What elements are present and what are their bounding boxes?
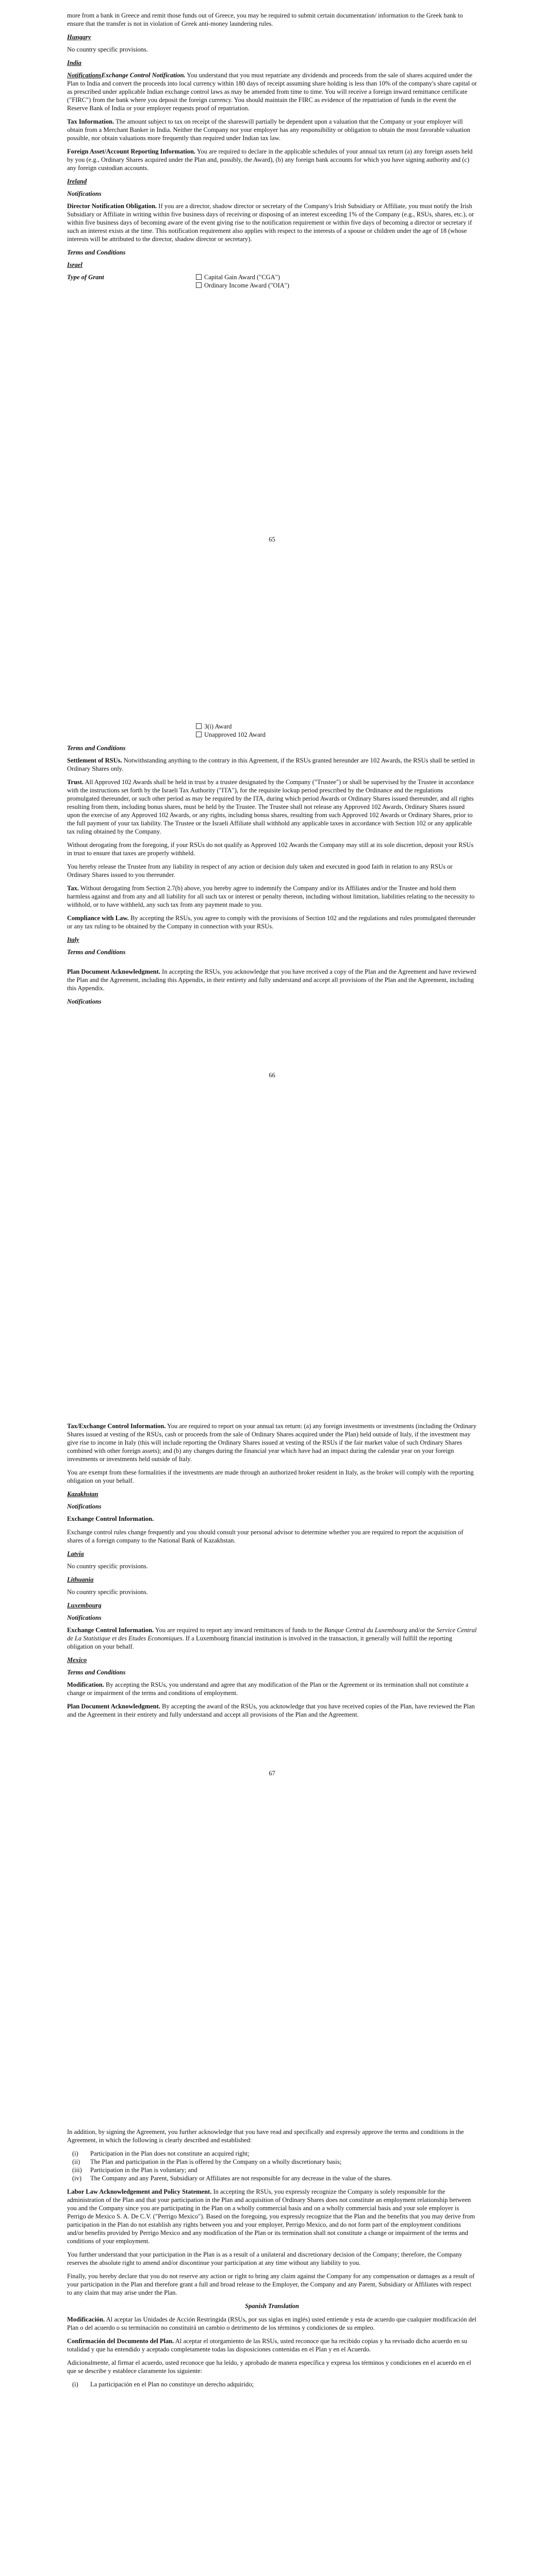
list-item-number: (i)	[72, 2381, 78, 2388]
india-fa-body: You are required to declare in the applicable schedules of your annual tax return (a) any foreign assets held by you (e.g., Ordinary Shares acquired under the Plan and, possibly, the Award), (b) any foreign bank accounts for which you have signing authority and (c) any foreign custodian accounts.	[67, 148, 473, 172]
heading-ireland: Ireland	[67, 178, 87, 185]
mx-mod-body: By accepting the RSUs, you understand and agree that any modification of the Plan or the Agreement or its termination shall not constitute a change or impairment of the terms and conditions of employment.	[67, 1681, 469, 1697]
list-item-number: (ii)	[72, 2158, 80, 2165]
list-item-text: The Plan and participation in the Plan is offered by the Company on a wholly discretionary basis;	[90, 2158, 342, 2165]
labor-body: In accepting the RSUs, you expressly recognize the Company is solely responsible for the administration of the Plan and that your participation in the Plan and acquisition of Ordinary Shares does not constitute an employment relationship between you and the Company since you are participating in the Plan on a wholly commercial basis and on a wholly commercial basis and your sole employer is Perrigo de Mexico S. A. De C.V. ("Perrigo Mexico"). Based on the foregoing, you expressly recognize that the Plan and the benefits that you may derive from participation in the Plan do not establish any rights between you and your employer, Perrigo Mexico, and do not form part of the employment conditions and/or benefits provided by Perrigo Mexico and any modification of the Plan or its termination shall not constitute a change or impairment of the terms and conditions of your employment.	[67, 2188, 475, 2245]
labor-law-ack	[67, 2188, 477, 2245]
grant-options	[196, 273, 289, 290]
lux-exchange-body-b: and/or the	[407, 1626, 437, 1634]
mx-ack-list	[67, 2149, 477, 2182]
kz-notifications: Notifications	[67, 1503, 102, 1510]
mx-plan-title: Plan Document Acknowledgment.	[67, 1703, 160, 1710]
list-item-text: La participación en el Plan no constituye un derecho adquirido;	[90, 2381, 254, 2388]
page-68	[0, 2110, 544, 2576]
india-foreign-asset	[67, 147, 477, 172]
grant-option-oia-label: Ordinary Income Award ("OIA")	[204, 282, 289, 289]
page-67	[0, 1406, 544, 2110]
checkbox-cga[interactable]	[196, 274, 202, 280]
trust-paragraph	[67, 778, 477, 836]
settlement-body: Notwithstanding anything to the contrary in this Agreement, if the RSUs granted hereunder are 102 Awards, the RSUs shall be settled in Ordinary Shares only.	[67, 757, 475, 772]
grant-options-cont	[196, 722, 477, 739]
latvia-body: No country specific provisions.	[67, 1563, 148, 1570]
without-derogating: Without derogating from the foregoing, if your RSUs do not qualify as Approved 102 Awards the Company may still at its sole discretion, deposit your RSUs in trust to ensure that taxes are properly withheld.	[67, 841, 474, 857]
ireland-notifications: Notifications	[67, 190, 102, 197]
es-modification	[67, 2315, 477, 2332]
heading-mexico: Mexico	[67, 1656, 87, 1664]
lux-service-name: Service Central de La Statistique et des Etudes Economiques	[67, 1626, 477, 1642]
checkbox-3i[interactable]	[196, 723, 202, 729]
lux-exchange	[67, 1626, 477, 1651]
ireland-dir-title: Director Notification Obligation.	[67, 202, 157, 210]
italy-tax-title: Tax/Exchange Control Information.	[67, 1422, 166, 1430]
es-conf-body: Al aceptar el otorgamiento de las RSUs, usted reconoce que ha recibido copias y ha revisado dicho acuerdo en su totalidad y que ha entendido y aceptado completamente todas las disposiciones contenidas en el Plan y en el Acuerdo.	[67, 2337, 467, 2353]
mx-plan-ack	[67, 1702, 477, 1719]
italy-exempt: You are exempt from these formalities if the investments are made through an authorized broker resident in Italy, as the broker will comply with the reporting obligation on your behalf.	[67, 1469, 474, 1484]
heading-lithuania: Lithuania	[67, 1576, 94, 1583]
mx-modification	[67, 1681, 477, 1697]
tax-title: Tax.	[67, 885, 79, 892]
page-number: 67	[269, 1770, 275, 1777]
italy-notifications: Notifications	[67, 998, 102, 1005]
ireland-terms: Terms and Conditions	[67, 249, 126, 256]
grant-option-cga-label: Capital Gain Award ("CGA")	[204, 274, 280, 281]
heading-kazakhstan: Kazakhstan	[67, 1490, 98, 1498]
list-item	[67, 2149, 477, 2158]
mx-terms: Terms and Conditions	[67, 1669, 126, 1676]
grant-option-cga	[196, 273, 289, 281]
kz-exchange-title: Exchange Control Information.	[67, 1515, 154, 1522]
list-item-text: Participation in the Plan is voluntary; and	[90, 2166, 197, 2174]
lux-exchange-title: Exchange Control Information.	[67, 1626, 154, 1634]
page-number: 66	[269, 1072, 275, 1079]
lithuania-body: No country specific provisions.	[67, 1588, 148, 1596]
italy-plan-title: Plan Document Acknowledgment.	[67, 968, 160, 975]
page-66-content	[67, 722, 477, 1010]
page-67-content	[67, 1422, 477, 1724]
grant-option-3i-label: 3(i) Award	[204, 723, 232, 730]
ireland-director-notification	[67, 202, 477, 243]
israel-terms: Terms and Conditions	[67, 744, 126, 752]
india-exchange-control	[67, 71, 477, 112]
page-number: 65	[269, 536, 275, 543]
checkbox-unapproved[interactable]	[196, 732, 202, 737]
tax-body: Without derogating from Section 2.7(b) above, you hereby agree to indemnify the Company and/or its Affiliates and/or the Trustee and hold them harmless against and from any and all liability for all such tax or interest or penalty thereon, including without limitation, liabilities relating to the necessity to withhold, or to have withheld, any such tax from any payment made to you.	[67, 885, 475, 908]
italy-plan-ack	[67, 968, 477, 992]
list-item	[67, 2380, 477, 2388]
italy-tax-exchange	[67, 1422, 477, 1463]
page-65	[0, 0, 544, 703]
india-exchange-body: You understand that you must repatriate any dividends and proceeds from the sale of shares acquired under the Plan to India and convert the proceeds into local currency within 180 days of receipt assuming share holding is less than 10% of the company's share capital or as prescribed under applicable Indian exchange control laws as may be amended from time to time. You will receive a foreign inward remittance certificate ("FIRC") from the bank where you deposit the foreign currency. You should maintain the FIRC as evidence of the repatriation of funds in the event the Reserve Bank of India or your employer requests proof of repatriation.	[67, 72, 477, 112]
lux-exchange-body-c: . If a Luxembourg financial institution is involved in the transaction, it generally will fulfill the reporting obligation on your behalf.	[67, 1635, 452, 1650]
compliance-title: Compliance with Law.	[67, 914, 129, 922]
hungary-body: No country specific provisions.	[67, 46, 148, 53]
page-65-content	[67, 11, 477, 295]
list-item-number: (iii)	[72, 2166, 82, 2174]
es-mod-title: Modificación.	[67, 2316, 105, 2323]
grant-option-unapproved	[196, 731, 477, 739]
compliance-body: By accepting the RSUs, you agree to comply with the provisions of Section 102 and the regulations and rules promulgated thereunder or any tax ruling to be obtained by the Company in connection with your RSUs.	[67, 914, 476, 930]
es-mod-body: Al aceptar las Unidades de Acción Restringida (RSUs, por sus siglas en inglés) usted entiende y esta de acuerdo que cualquier modificación del Plan o del acuerdo o su terminación no constituirá un cambio o detrimento de los términos y condiciones de su empleo.	[67, 2316, 476, 2331]
ireland-dir-body: If you are a director, shadow director or secretary of the Company's Irish Subsidiary or Affiliate, you must notify the Irish Subsidiary or Affiliate in writing within five business days of receiving or disposing of an interest exceeding 1% of the Company (e.g., RSUs, shares, etc.), or within five business days of becoming aware of the event giving rise to the notification requirement or within five days of becoming a director or secretary if such an interest exists at the time. This notification requirement also applies with respect to the interests of a spouse or children under the age of 18 (whose interests will be attributed to the director, shadow director or secretary).	[67, 202, 474, 243]
mx-mod-title: Modification.	[67, 1681, 104, 1688]
grant-option-3i	[196, 722, 477, 731]
type-of-grant-row	[67, 273, 477, 290]
settlement-title: Settlement of RSUs.	[67, 757, 122, 764]
india-tax-title: Tax Information.	[67, 118, 114, 125]
india-tax-body: The amount subject to tax on receipt of the shareswill partially be dependent upon a valuation that the Company or your employer will obtain from a Merchant Banker in India. Neither the Company nor your employer has any responsibility or obligation to obtain the most favorable valuation possible, nor obtain valuations more frequently than required under Indian tax law.	[67, 118, 470, 142]
india-exchange-title: Exchange Control Notification.	[101, 72, 186, 79]
type-of-grant-label: Type of Grant	[67, 274, 104, 281]
india-fa-title: Foreign Asset/Account Reporting Information.	[67, 148, 196, 155]
list-item-text: The Company and any Parent, Subsidiary or Affiliates are not responsible for any decrease in the value of the shares.	[90, 2175, 392, 2182]
list-item	[67, 2166, 477, 2174]
italy-plan-body: In accepting the RSUs, you acknowledge that you have received a copy of the Plan and the Agreement and have reviewed the Plan and the Agreement, including this Appendix, in their entirety and fully understand and accept all provisions of the Plan and the Agreement, including this Appendix.	[67, 968, 476, 992]
es-confirmation	[67, 2337, 477, 2353]
mx-plan-body: By accepting the award of the RSUs, you acknowledge that you have received copies of the Plan, have reviewed the Plan and the Agreement in their entirety and fully understand and accept all provisions of the Plan and the Agreement.	[67, 1703, 475, 1718]
es-conf-title: Confirmación del Documento del Plan.	[67, 2337, 174, 2345]
further-understand: You further understand that your participation in the Plan is as a result of a unilateral and discretionary decision of the Company; therefore, the Company reserves the absolute right to amend and/or discontinue your participation at any time without any liability to you.	[67, 2251, 463, 2266]
lux-exchange-body-a: You are required to report any inward remittances of funds to the	[154, 1626, 324, 1634]
checkbox-oia[interactable]	[196, 282, 202, 288]
kz-exchange-body: Exchange control rules change frequently and you should consult your personal advisor to determine whether you are required to report the acquisition of shares of a foreign company to the National Bank of Kazakhstan.	[67, 1529, 464, 1544]
heading-hungary: Hungary	[67, 33, 91, 41]
india-tax-info	[67, 117, 477, 142]
trust-title: Trust.	[67, 778, 84, 786]
greece-continuation: more from a bank in Greece and remit those funds out of Greece, you may be required to submit certain documentation/ information to the Greek bank to ensure that the transfer is not in violation of Greek anti-money laundering rules.	[67, 12, 463, 27]
page-68-content	[67, 2128, 477, 2394]
list-item	[67, 2158, 477, 2166]
heading-israel: Israel	[67, 261, 83, 268]
heading-italy: Italy	[67, 936, 79, 943]
grant-option-oia	[196, 281, 289, 290]
trust-body: All Approved 102 Awards shall be held in trust by a trustee designated by the Company ("Trustee") or shall be supervised by the Trustee in accordance with the instructions set forth by the Israeli Tax Authority ("ITA"), for the requisite lockup period prescribed by the Ordinance and the regulations promulgated thereunder, or such other period as may be required by the ITA, during which period Awards or Ordinary Shares issued thereunder, and all rights resulting from them, including bonus shares, must be held by the Trustee. The Trustee shall not release any Approved 102 Awards, Ordinary Shares issued upon the exercise of any Approved 102 Awards, or any rights, including bonus shares, resulting from such Approved 102 Awards or Ordinary Shares, prior to the full payment of your tax liability. The Trustee or the Israeli Affiliate shall withhold any applicable taxes in accordance with Section 102 or any applicable tax ruling obtained by the Company.	[67, 778, 474, 835]
spanish-translation-title: Spanish Translation	[245, 2302, 299, 2310]
list-item-number: (i)	[72, 2150, 78, 2157]
lux-notifications: Notifications	[67, 1614, 102, 1621]
mx-intro: In addition, by signing the Agreement, you further acknowledge that you have read and specifically and expressly approve the terms and conditions in the Agreement, in which the following is clearly described and established:	[67, 2128, 464, 2144]
italy-tax-body: You are required to report on your annual tax return: (a) any foreign investments or investments (including the Ordinary Shares issued at vesting of the RSUs, cash or proceeds from the sale of Ordinary Shares acquired under the Plan) held outside of Italy, if the investment may give rise to income in Italy (this will include reporting the Ordinary Shares issued at vesting of the RSUs if the fair market value of such Ordinary Shares combined with other foreign assets); and (b) any changes during the financial year which have had an impact during the calendar year on your foreign investments or investments held outside of Italy.	[67, 1422, 476, 1463]
finally-declare: Finally, you hereby declare that you do not reserve any action or right to bring any claim against the Company for any compensation or damages as a result of your participation in the Plan and therefore grant a full and broad release to the Employer, the Company and any Parent, Subsidiary or Affiliates with respect to any claim that may arise under the Plan.	[67, 2273, 475, 2296]
labor-title: Labor Law Acknowledgement and Policy Statement.	[67, 2188, 212, 2195]
list-item-number: (iv)	[72, 2175, 82, 2182]
release-trustee: You hereby release the Trustee from any liability in respect of any action or decision duly taken and executed in good faith in relation to any RSUs or Ordinary Shares issued to you thereunder.	[67, 863, 453, 878]
lux-bank-name: Banque Central du Luxembourg	[324, 1626, 407, 1634]
page-66	[0, 703, 544, 1406]
grant-option-unapproved-label: Unapproved 102 Award	[204, 731, 266, 738]
heading-india: India	[67, 59, 81, 66]
list-item-text: Participation in the Plan does not constitute an acquired right;	[90, 2150, 250, 2157]
tax-paragraph	[67, 884, 477, 909]
italy-terms: Terms and Conditions	[67, 948, 126, 956]
settlement-of-rsus	[67, 756, 477, 773]
es-list	[67, 2380, 477, 2388]
india-notifications-label: Notifications	[67, 72, 102, 79]
list-item	[67, 2174, 477, 2182]
compliance-paragraph	[67, 914, 477, 930]
heading-latvia: Latvia	[67, 1550, 84, 1557]
es-additional: Adicionalmente, al firmar el acuerdo, usted reconoce que ha leído, y aprobado de manera específica y expresa los términos y condiciones en el acuerdo en el que se describe y establece claramente los siguiente:	[67, 2359, 471, 2375]
heading-luxembourg: Luxembourg	[67, 1602, 102, 1609]
